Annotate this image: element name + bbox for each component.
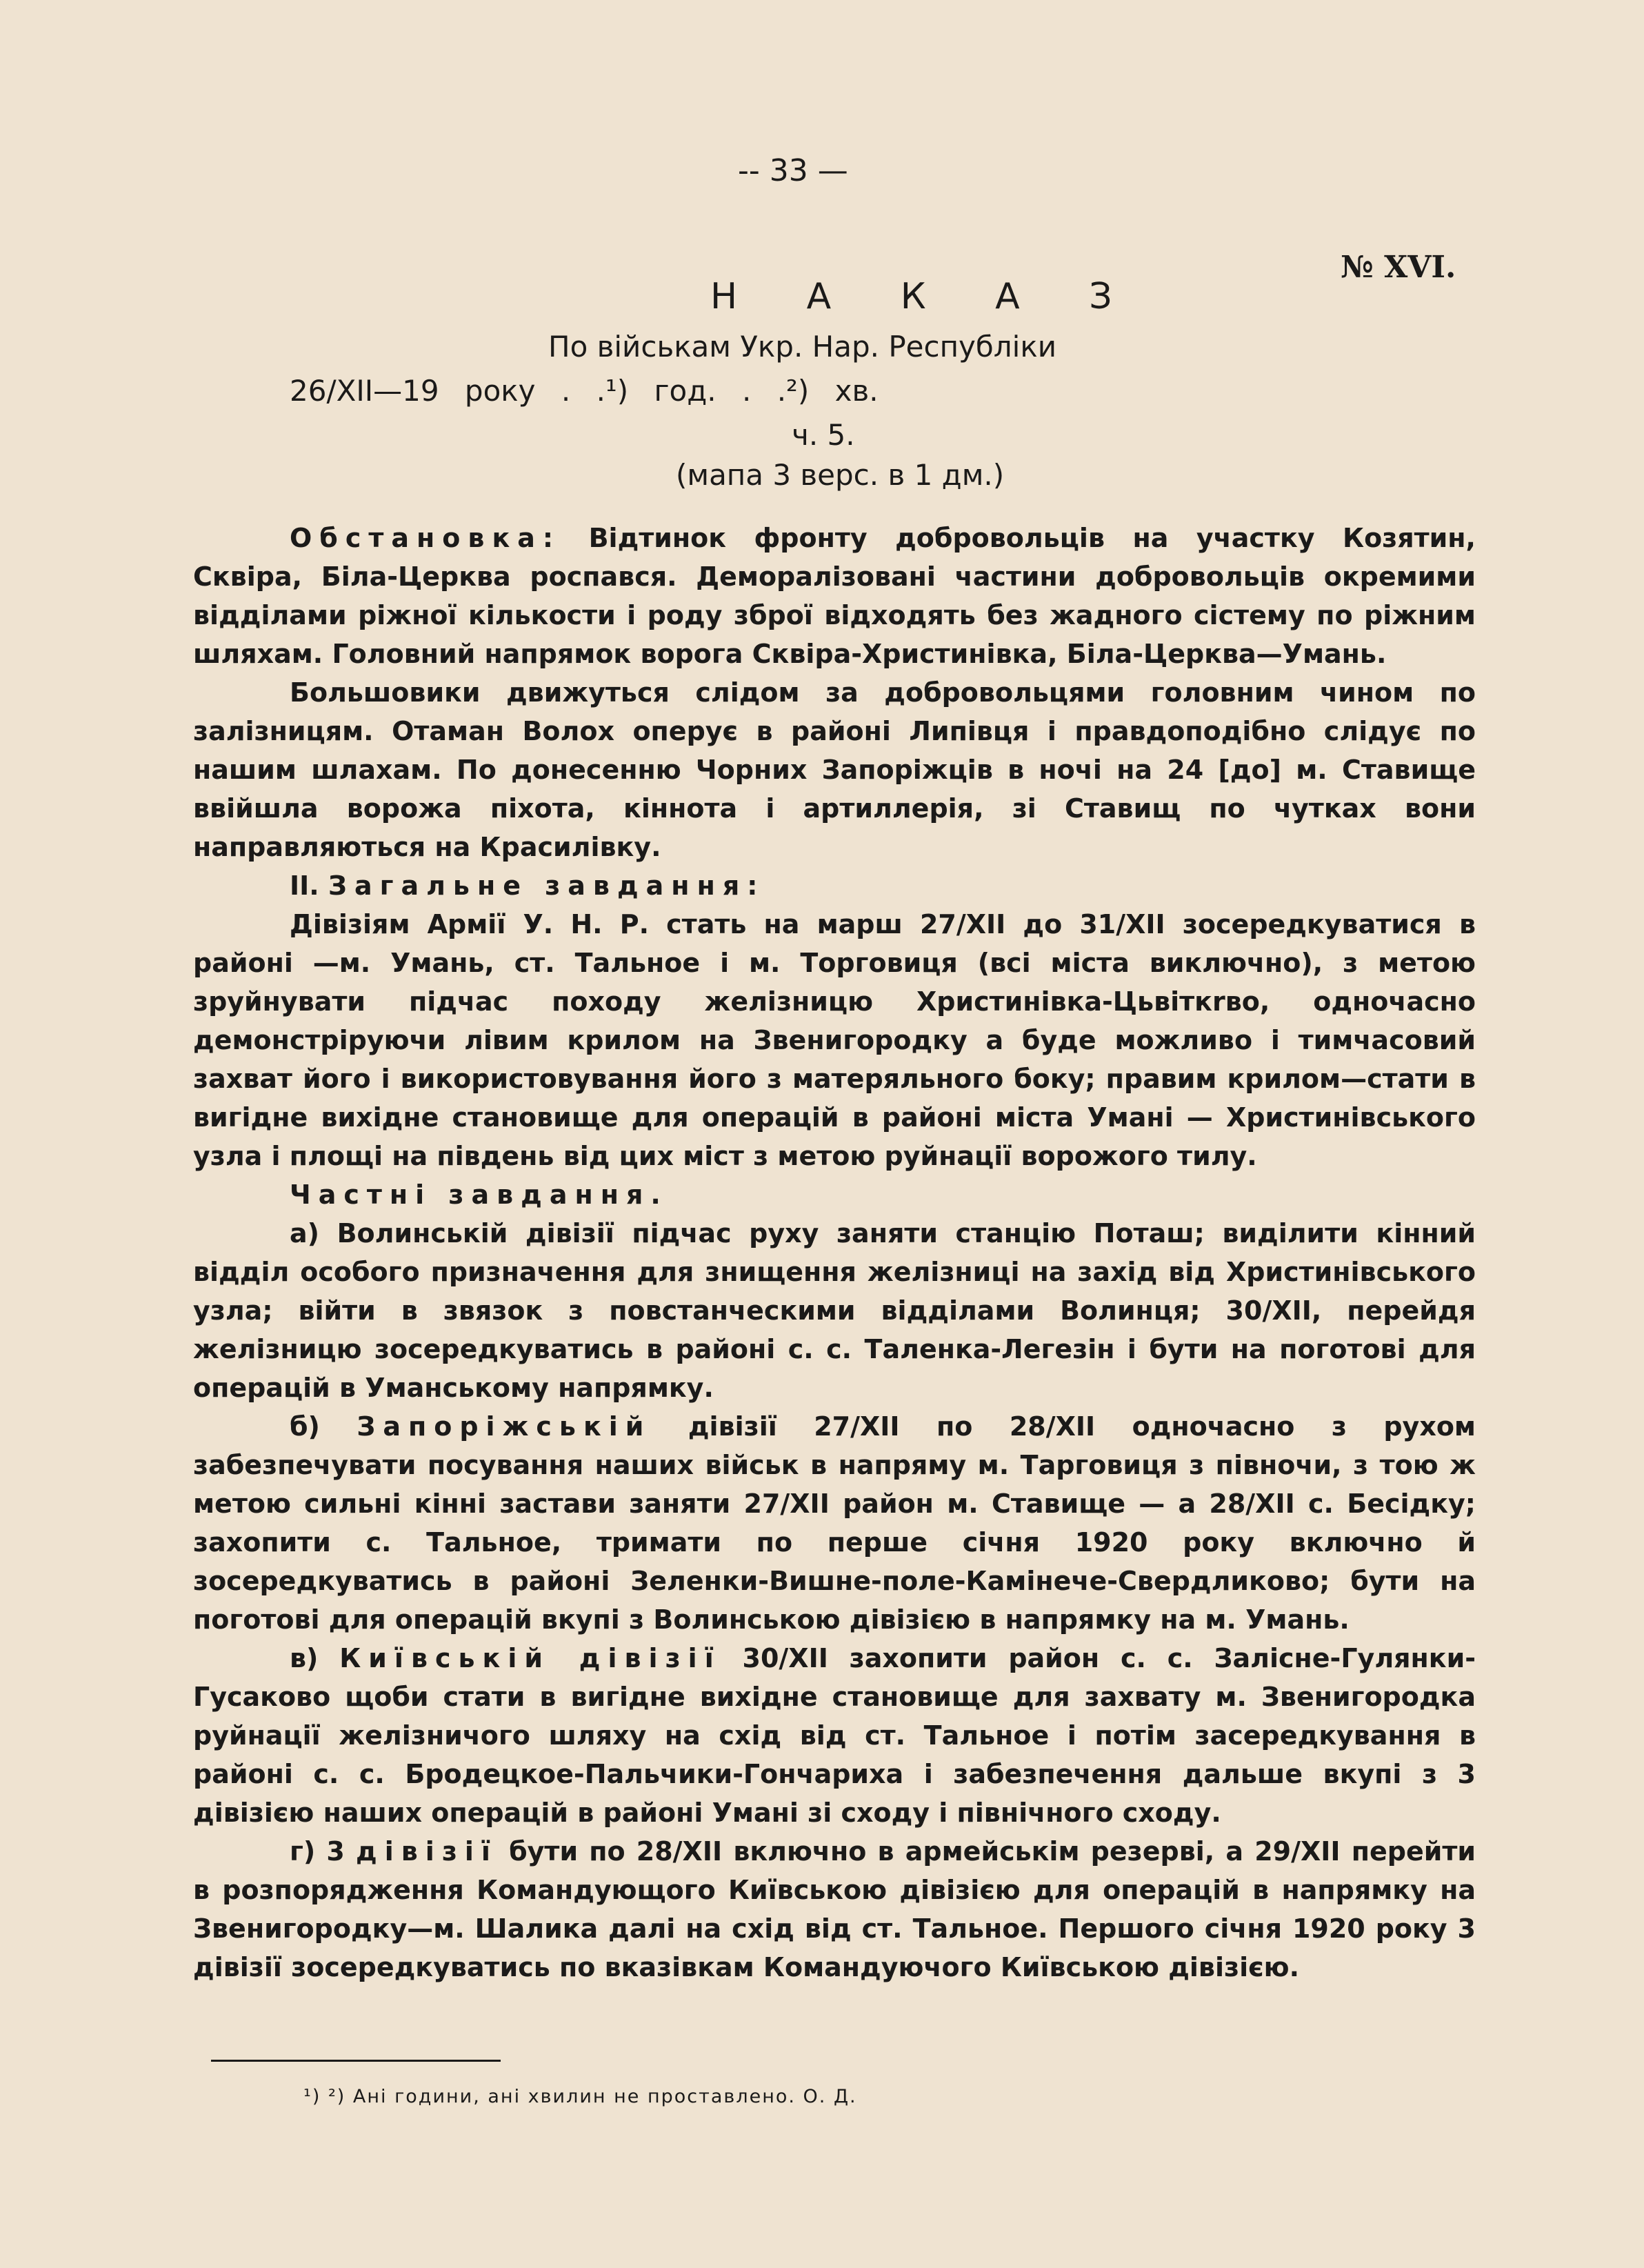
task-b-label: Запоріжській bbox=[357, 1411, 652, 1442]
paragraph-task-g bbox=[193, 1832, 1476, 1987]
paragraph-general-task: Дівізіям Армії У. Н. Р. стать на марш 27/XII до 31/XII зосередкуватися в районі —м. Умань, ст. Тальное і м. Торговиця (всі міста виключно), з метою зруйнувати підчас походу желізницю Христинівка-Цьвіткrво, одночасно демонстріруючи лівим крилом на Звенигородку а буде можливо і тимчасовий захват його і використовування його з матеряльного боку; правим крилом—стати в вигідне вихідне становище для операцій в районі міста Умані — Христинівського узла і площі на південь від цих міст з метою руйнації ворожого тилу. bbox=[193, 909, 1476, 1171]
document-number: № XVI. bbox=[1341, 250, 1456, 285]
task-g-prefix: г) 3 bbox=[290, 1836, 357, 1867]
general-task-label: Загальне завдання: bbox=[328, 871, 765, 901]
document-title: Н А К А З bbox=[710, 276, 1141, 317]
footnote: ¹) ²) Ані години, ані хвилин не проставлено. О. Д. bbox=[303, 2086, 857, 2107]
paragraph-bolsheviks: Большовики движуться слідом за добровольцями головним чином по залізницям. Отаман Волох оперує в районі Липівця і правдоподібно слідує по нашим шлахам. По донесенню Чорних Запоріжців в ночі на 24 [до] м. Ставище ввійшла ворожа піхота, кіннота і артиллерія, зі Ставищ по чутках вони направляються на Красилівку. bbox=[193, 677, 1476, 862]
header-part: ч. 5. bbox=[792, 418, 855, 452]
footnote-divider bbox=[211, 2060, 501, 2062]
header-addressee: По військам Укр. Нар. Республіки bbox=[548, 330, 1056, 364]
paragraph-general-task-heading bbox=[193, 866, 1476, 905]
task-v-text: 30/XII захопити район с. с. Залісне-Гулянки-Гусаково щоби стати в вигідне вихідне становище для захвату м. Звенигородка руйнації желізничого шляху на схід від ст. Тальное і потім засередкування в районі с. с. Бродецкое-Пальчики-Гончариха і забезпечення дальше вкупі з 3 дівізією наших операцій в районі Умані зі сходу і північного сходу. bbox=[193, 1643, 1476, 1828]
order-body bbox=[193, 519, 1476, 1987]
paragraph-task-b bbox=[193, 1407, 1476, 1639]
task-v-label: Київській дівізії bbox=[339, 1643, 721, 1673]
task-b-text: дівізії 27/XII по 28/XII одночасно з рухом забезпечувати посування наших військ в напряму м. Тарговиця з півночи, з тою ж метою сильні кінні застави заняти 27/XII район м. Ставище — а 28/XII с. Бесідку; захопити с. Тальное, тримати по перше січня 1920 року включно й зосередкуватись в районі Зеленки-Вишне-поле-Камінече-Свердликово; бути на поготові для операцій вкупі з Волинською дівізією в напрямку на м. Умань. bbox=[193, 1411, 1476, 1635]
header-map-scale: (мапа 3 верс. в 1 дм.) bbox=[676, 458, 1005, 492]
task-g-label: дівізії bbox=[356, 1836, 498, 1867]
section-number: II. bbox=[290, 871, 319, 901]
paragraph-task-a: а) Волинській дівізії підчас руху заняти станцію Поташ; виділити кінний відділ особого призначення для знищення желізниці на захід від Христинівського узла; війти в звязок з повстанческими відділами Волинця; 30/XII, перейдя желізницю зосередкуватись в районі с. с. Таленка-Легезін і бути на поготові для операцій в Уманському напрямку. bbox=[193, 1218, 1476, 1403]
situation-text: Відтинок фронту добровольців на участку Козятин, Сквіра, Біла-Церква роспався. Деморалізовані частини добровольців окремими відділами ріжної кількости і роду зброї відходять без жадного сістему по ріжним шляхам. Головний напрямок ворога Сквіра-Христинівка, Біла-Церква—Умань. bbox=[193, 523, 1476, 669]
page-number: -- 33 — bbox=[738, 153, 848, 188]
paragraph-particular-tasks-heading bbox=[193, 1175, 1476, 1214]
task-v-prefix: в) bbox=[290, 1643, 340, 1673]
task-b-prefix: б) bbox=[290, 1411, 357, 1442]
paragraph-task-v bbox=[193, 1639, 1476, 1832]
paragraph-situation bbox=[193, 519, 1476, 673]
task-g-text: бути по 28/XII включно в армейськім резерві, а 29/XII перейти в розпорядження Командующого Київською дівізією для операцій в напрямку на Звенигородку—м. Шалика далі на схід від ст. Тальное. Першого січня 1920 року 3 дівізії зосередкуватись по вказівкам Командуючого Київською дівізією. bbox=[193, 1836, 1476, 1982]
particular-tasks-label: Частні завдання. bbox=[290, 1180, 668, 1210]
situation-label: Обстановка: bbox=[290, 523, 561, 553]
header-date-time: 26/XII—19 року . .¹) год. . .²) хв. bbox=[290, 374, 879, 408]
